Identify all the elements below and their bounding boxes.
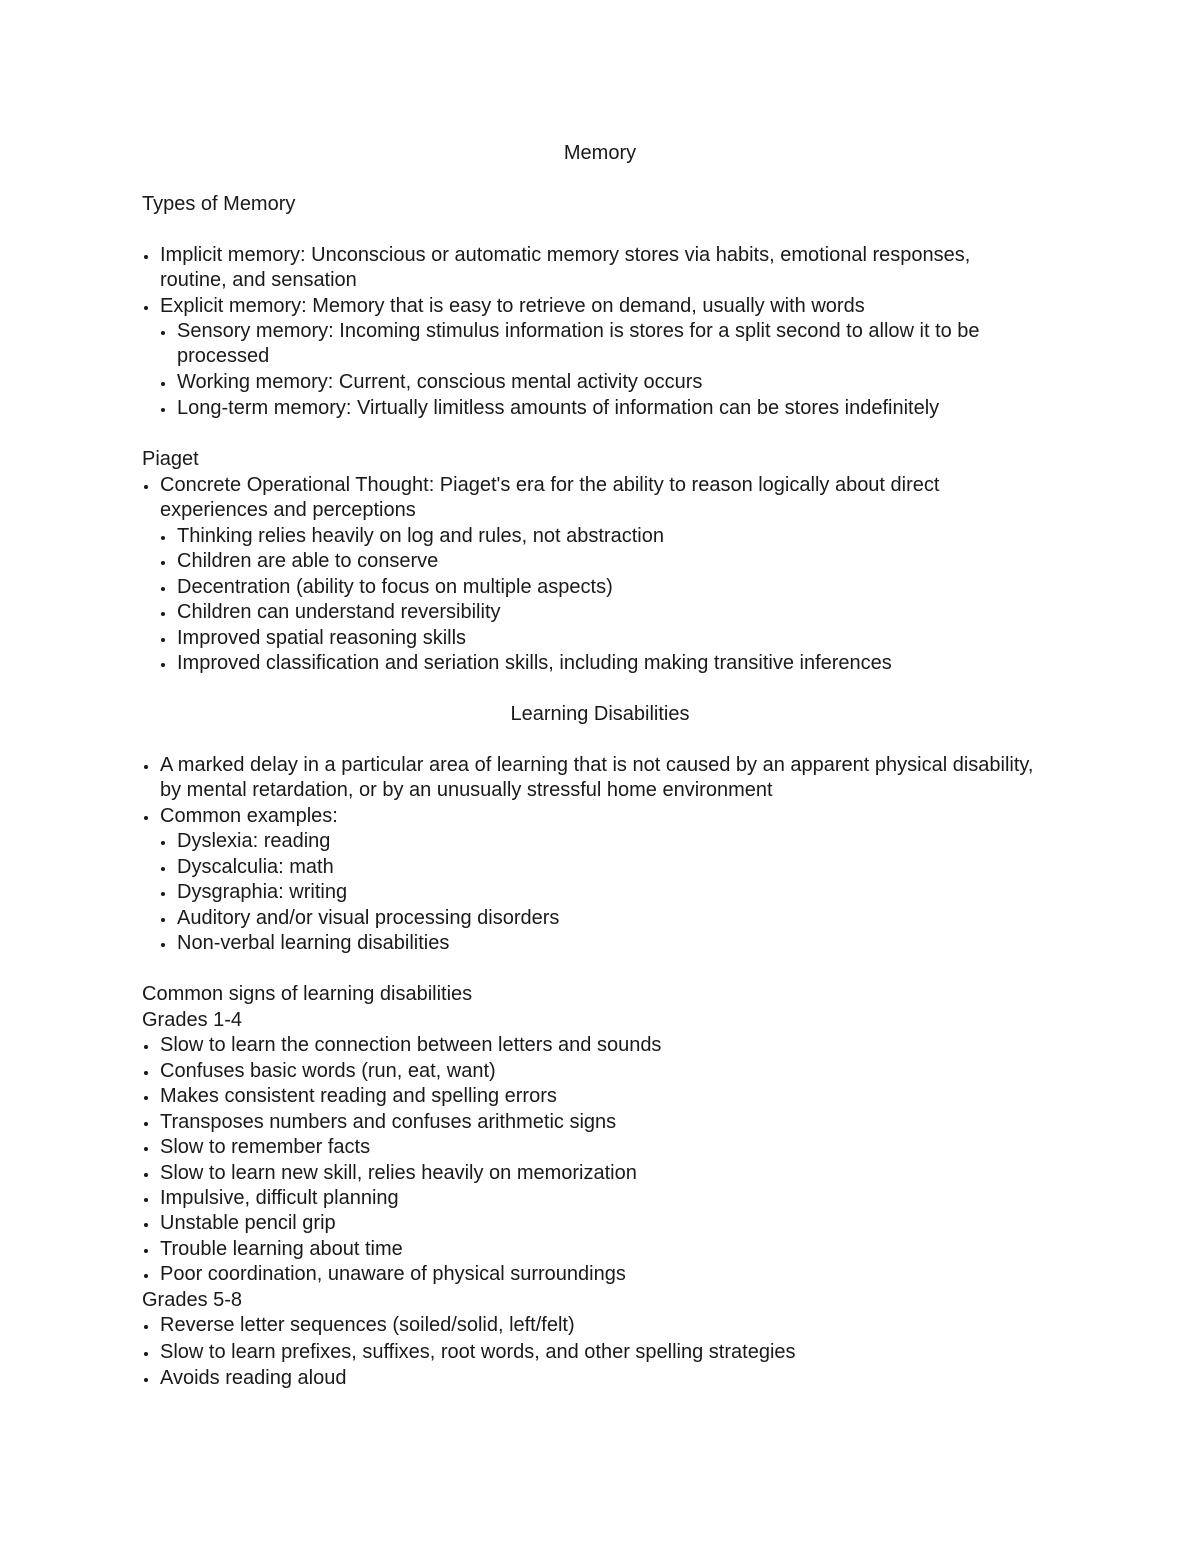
- piaget-heading: Piaget: [142, 448, 199, 470]
- list-item: Poor coordination, unaware of physical surroundings: [142, 1262, 1040, 1287]
- list-item: Improved classification and seriation skills, including making transitive inferences: [159, 651, 1047, 676]
- bullet-icon: [142, 753, 160, 778]
- bullet-icon: [159, 524, 177, 549]
- bullet-icon: [142, 1313, 160, 1338]
- bullet-icon: [142, 1084, 160, 1109]
- bullet-icon: [142, 1059, 160, 1084]
- bullet-icon: [142, 1262, 160, 1287]
- bullet-icon: [142, 804, 160, 829]
- bullet-icon: [159, 396, 177, 421]
- list-item: Makes consistent reading and spelling errors: [142, 1084, 1040, 1109]
- bullet-icon: [142, 1186, 160, 1211]
- bullet-icon: [142, 1033, 160, 1058]
- list-item: Slow to remember facts: [142, 1135, 1040, 1160]
- list-item: Concrete Operational Thought: Piaget's era for the ability to reason logically about direct experiences and perceptions: [142, 473, 1040, 524]
- bullet-icon: [159, 906, 177, 931]
- list-item: Thinking relies heavily on log and rules, not abstraction: [159, 524, 1047, 549]
- bullet-icon: [159, 575, 177, 600]
- list-item: Dyslexia: reading: [159, 829, 1047, 854]
- list-item: Avoids reading aloud: [142, 1366, 1040, 1391]
- list-item: Trouble learning about time: [142, 1237, 1040, 1262]
- list-item: Explicit memory: Memory that is easy to retrieve on demand, usually with words: [142, 294, 1040, 319]
- bullet-icon: [159, 829, 177, 854]
- list-item: Children are able to conserve: [159, 549, 1047, 574]
- bullet-icon: [142, 1161, 160, 1186]
- bullet-icon: [159, 855, 177, 880]
- list-item: A marked delay in a particular area of learning that is not caused by an apparent physical disability, by mental retardation, or by an unusually stressful home environment: [142, 753, 1040, 804]
- grades-5-8-heading: Grades 5-8: [142, 1289, 243, 1311]
- learning-disabilities-title: Learning Disabilities: [510, 703, 690, 725]
- list-item: Improved spatial reasoning skills: [159, 626, 1047, 651]
- list-item: Sensory memory: Incoming stimulus information is stores for a split second to allow it to be processed: [159, 319, 1047, 370]
- bullet-icon: [142, 1110, 160, 1135]
- list-item: Reverse letter sequences (soiled/solid, left/felt): [142, 1313, 1040, 1338]
- list-item: Slow to learn new skill, relies heavily on memorization: [142, 1161, 1040, 1186]
- bullet-icon: [142, 243, 160, 268]
- bullet-icon: [142, 1211, 160, 1236]
- bullet-icon: [159, 319, 177, 344]
- list-item: Dyscalculia: math: [159, 855, 1047, 880]
- bullet-icon: [159, 626, 177, 651]
- types-of-memory-heading: Types of Memory: [142, 193, 296, 215]
- list-item: Dysgraphia: writing: [159, 880, 1047, 905]
- bullet-icon: [142, 1135, 160, 1160]
- list-item: Unstable pencil grip: [142, 1211, 1040, 1236]
- list-item: Slow to learn the connection between letters and sounds: [142, 1033, 1040, 1058]
- list-item: Working memory: Current, conscious mental activity occurs: [159, 370, 1047, 395]
- bullet-icon: [159, 931, 177, 956]
- bullet-icon: [159, 651, 177, 676]
- list-item: Auditory and/or visual processing disorders: [159, 906, 1047, 931]
- list-item: Slow to learn prefixes, suffixes, root words, and other spelling strategies: [142, 1340, 1040, 1365]
- bullet-icon: [142, 1366, 160, 1391]
- list-item: Transposes numbers and confuses arithmetic signs: [142, 1110, 1040, 1135]
- bullet-icon: [142, 294, 160, 319]
- list-item: Implicit memory: Unconscious or automatic memory stores via habits, emotional responses, routine, and sensation: [142, 243, 1040, 294]
- memory-title: Memory: [563, 142, 637, 164]
- list-item: Long-term memory: Virtually limitless amounts of information can be stores indefinitely: [159, 396, 1047, 421]
- common-signs-heading: Common signs of learning disabilities: [142, 983, 473, 1005]
- list-item: Children can understand reversibility: [159, 600, 1047, 625]
- list-item: Impulsive, difficult planning: [142, 1186, 1040, 1211]
- grades-1-4-heading: Grades 1-4: [142, 1009, 243, 1031]
- bullet-icon: [159, 370, 177, 395]
- bullet-icon: [159, 880, 177, 905]
- bullet-icon: [142, 1237, 160, 1262]
- bullet-icon: [159, 600, 177, 625]
- list-item: Decentration (ability to focus on multiple aspects): [159, 575, 1047, 600]
- list-item: Non-verbal learning disabilities: [159, 931, 1047, 956]
- bullet-icon: [142, 473, 160, 498]
- list-item: Common examples:: [142, 804, 1040, 829]
- list-item: Confuses basic words (run, eat, want): [142, 1059, 1040, 1084]
- bullet-icon: [159, 549, 177, 574]
- bullet-icon: [142, 1340, 160, 1365]
